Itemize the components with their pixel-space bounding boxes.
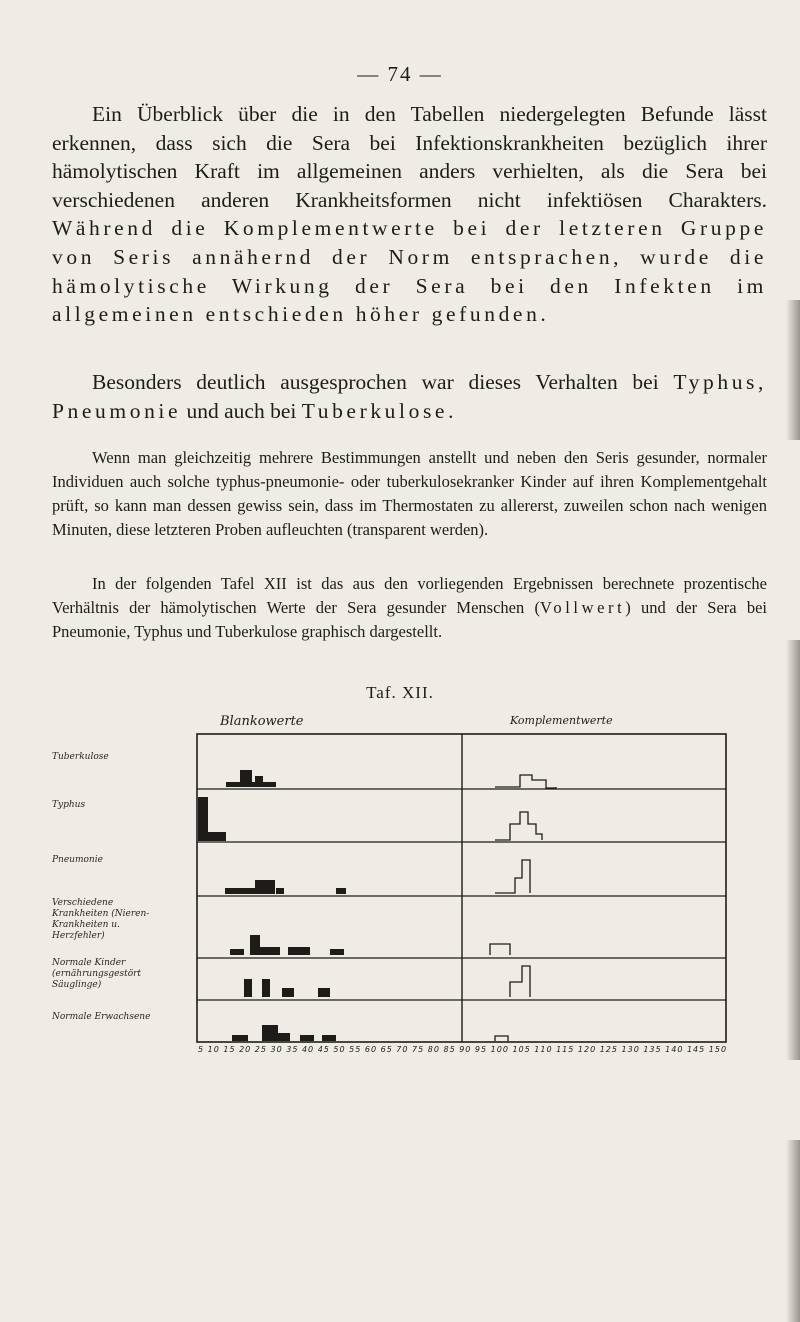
blank-bars-normal-children bbox=[244, 979, 330, 997]
row-label-normal-adults: Normale Erwachsene bbox=[52, 1012, 151, 1022]
paragraph-typhus-text-a: Besonders deutlich ausgesprochen war dieses Verhalten bei bbox=[92, 370, 674, 394]
bar bbox=[322, 1035, 336, 1041]
axis-tick-labels: 5 10 15 20 25 30 35 40 45 50 55 60 65 70 75 80 85 90 95 100 105 110 115 120 125 130 135 140 145 150 bbox=[198, 1045, 728, 1054]
bar bbox=[255, 776, 263, 787]
step-various bbox=[490, 944, 510, 955]
scan-edge-mark bbox=[786, 640, 800, 1060]
column-heading-complement: Komplementwerte bbox=[510, 714, 613, 727]
paragraph-overview-spaced: Während die Komplementwerte bei der letzteren Gruppe von Seris annähernd der Norm entsprachen, wurde die hämolytische Wirkung der Sera bei den Infekten im allgemeinen entschieden höher gefunden. bbox=[52, 216, 767, 327]
row-label-pneumonia: Pneumonie bbox=[52, 855, 103, 865]
bar bbox=[330, 949, 344, 955]
blank-bars-typhus bbox=[198, 797, 226, 841]
bar bbox=[318, 988, 330, 997]
bar bbox=[282, 988, 294, 997]
bar bbox=[250, 935, 260, 955]
bar bbox=[255, 880, 275, 894]
row-label-typhus: Typhus bbox=[52, 800, 86, 810]
bar bbox=[278, 1033, 290, 1041]
bar bbox=[232, 1035, 248, 1041]
bar bbox=[260, 947, 280, 955]
step-normal-children bbox=[510, 966, 530, 997]
paragraph-table-intro-b: ) und der Sera bei Pneumonie, Typhus und Tuberkulose graphisch dargestellt. bbox=[52, 598, 767, 641]
bar bbox=[225, 888, 255, 894]
step-pneumonia bbox=[495, 860, 530, 893]
paragraph-typhus-text-b: und auch bei bbox=[181, 398, 302, 423]
bar bbox=[288, 947, 310, 955]
paragraph-table-intro-spaced: Vollwert bbox=[539, 598, 626, 617]
step-tuberculosis bbox=[495, 775, 556, 788]
bar bbox=[276, 888, 284, 894]
paragraph-method: Wenn man gleichzeitig mehrere Bestimmungen anstellt und neben den Seris gesunder, normaler Individuen auch solche typhus-pneumonie- oder tuberkulosekranker Kinder auf ihren Komplementgehalt prüft, so kann man dessen gewiss sein, dass im Thermostaten zu allererst, zuweilen schon nach wenigen Minuten, diese letzteren Proben aufleuchten (transparent werden). bbox=[52, 448, 767, 539]
row-label-normal-children: Normale Kinder (ernährungsgestört Säuglinge) bbox=[52, 958, 142, 990]
bar bbox=[300, 1035, 314, 1041]
scan-edge-mark bbox=[786, 300, 800, 440]
bar bbox=[208, 832, 226, 841]
scan-edge-mark bbox=[786, 1140, 800, 1322]
paragraph-overview-text: Ein Überblick über die in den Tabellen niedergelegten Befunde lässt erkennen, dass sich die Sera bei Infektionskrankheiten bezüglich ihrer hämolytischen Kraft im allgemeinen anders verhielten, als die Sera bei verschiedenen anderen Krankheitsformen nicht infektiösen Charakters. bbox=[52, 102, 767, 212]
bar bbox=[262, 979, 270, 997]
bar bbox=[244, 979, 252, 997]
blank-bars-various bbox=[230, 935, 344, 955]
blank-bars-tuberculosis bbox=[226, 770, 276, 787]
paragraph-typhus-spaced: Typhus, Pneumonie bbox=[52, 370, 767, 423]
bar bbox=[240, 770, 252, 787]
bar bbox=[262, 1025, 278, 1041]
paragraph-table-intro-a: In der folgenden Tafel XII ist das aus den vorliegenden Ergebnissen berechnete prozentische Verhältnis der hämolytischen Werte der Sera gesunder Menschen ( bbox=[52, 574, 767, 617]
paragraph-typhus-spaced-2: Tuberkulose. bbox=[301, 398, 458, 423]
column-heading-blank: Blankowerte bbox=[220, 714, 304, 729]
figure-caption: Taf. XII. bbox=[366, 683, 434, 702]
bar bbox=[336, 888, 346, 894]
step-typhus bbox=[495, 812, 542, 840]
row-label-various: Verschiedene Krankheiten (Nieren-Krankheiten u. Herzfehler) bbox=[52, 898, 150, 941]
bar bbox=[198, 797, 208, 841]
blank-bars-pneumonia bbox=[225, 880, 346, 894]
blank-bars-normal-adults bbox=[232, 1025, 336, 1041]
row-label-tuberculosis: Tuberkulose bbox=[52, 752, 109, 762]
page-number: — 74 — bbox=[357, 62, 443, 86]
step-normal-adults bbox=[495, 1036, 508, 1041]
bar bbox=[230, 949, 244, 955]
